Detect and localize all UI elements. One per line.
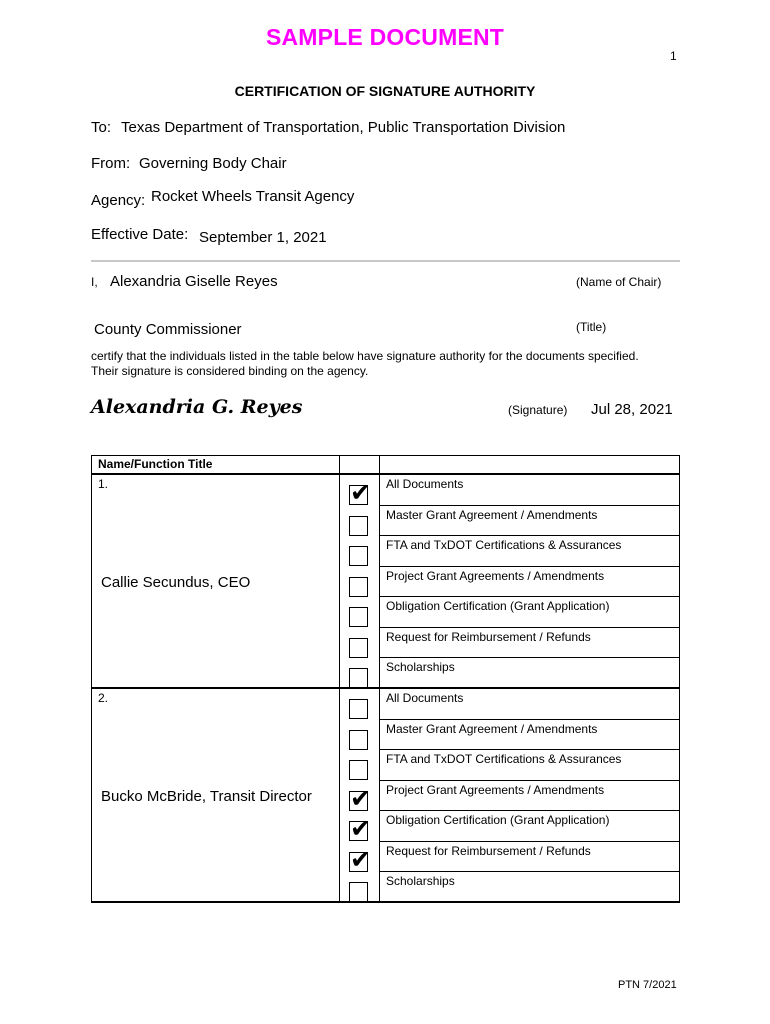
row-divider <box>379 505 679 506</box>
section-divider-line <box>91 687 680 689</box>
chair-signature[interactable]: Alexandria G. Reyes <box>91 396 303 418</box>
document-type-label: FTA and TxDOT Certifications & Assurances <box>386 752 622 766</box>
row-divider <box>379 749 679 750</box>
authority-checkbox[interactable] <box>349 478 371 507</box>
authority-checkbox[interactable] <box>349 882 368 902</box>
section-divider <box>91 260 680 262</box>
signature-date[interactable]: Jul 28, 2021 <box>591 401 673 418</box>
page-number: 1 <box>670 49 677 63</box>
chair-name-caption: (Name of Chair) <box>576 275 662 289</box>
to-value: Texas Department of Transportation, Public Transportation Division <box>121 119 566 136</box>
document-type-label: Request for Reimbursement / Refunds <box>386 629 591 644</box>
document-type-label: Request for Reimbursement / Refunds <box>386 843 591 858</box>
header-divider <box>91 473 680 475</box>
row-divider <box>379 871 679 872</box>
row-divider <box>379 719 679 720</box>
authority-checkbox[interactable] <box>349 577 368 597</box>
table-left-border <box>91 455 92 903</box>
table-bottom-border <box>91 901 680 903</box>
checkmark-icon: ✔ <box>350 783 371 813</box>
document-title: CERTIFICATION OF SIGNATURE AUTHORITY <box>234 83 536 99</box>
form-code-footer: PTN 7/2021 <box>618 979 677 991</box>
chair-title-caption: (Title) <box>576 320 607 334</box>
authority-checkbox[interactable] <box>349 730 368 750</box>
row-divider <box>379 627 679 628</box>
row-divider <box>379 566 679 567</box>
agency-label: Agency: <box>91 192 146 209</box>
document-type-label: Project Grant Agreements / Amendments <box>386 568 605 583</box>
agency-field[interactable]: Rocket Wheels Transit Agency <box>151 188 355 205</box>
authority-checkbox[interactable] <box>349 638 368 658</box>
document-type-label: All Documents <box>386 691 464 705</box>
authority-checkbox[interactable] <box>349 699 368 719</box>
checkmark-icon: ✔ <box>350 844 371 874</box>
authority-checkbox[interactable] <box>349 516 368 536</box>
section-number: 1. <box>98 477 109 491</box>
certification-statement <box>91 349 691 379</box>
document-type-label: Scholarships <box>386 874 455 888</box>
checkmark-icon: ✔ <box>350 814 371 843</box>
checkmark-icon: ✔ <box>350 478 371 507</box>
authorized-signer-name[interactable]: Bucko McBride, Transit Director <box>101 788 312 805</box>
effective-date-label: Effective Date: <box>91 226 189 243</box>
authority-checkbox[interactable] <box>349 607 368 627</box>
sample-watermark: SAMPLE DOCUMENT <box>265 24 505 50</box>
authority-checkbox[interactable] <box>349 668 368 688</box>
from-value: Governing Body Chair <box>139 155 287 172</box>
row-divider <box>379 780 679 781</box>
authority-checkbox[interactable] <box>349 546 368 566</box>
to-label: To: <box>91 119 112 136</box>
signature-authority-table <box>91 455 680 903</box>
table-col-divider-2 <box>379 455 380 903</box>
signature-caption: (Signature) <box>508 403 568 417</box>
chair-name-field[interactable]: Alexandria Giselle Reyes <box>110 273 278 290</box>
chair-prefix: I, <box>91 275 98 289</box>
from-label: From: <box>91 155 131 172</box>
document-type-label: FTA and TxDOT Certifications & Assurances <box>386 538 622 552</box>
row-divider <box>379 657 679 658</box>
authority-checkbox[interactable] <box>349 844 371 874</box>
document-type-label: Obligation Certification (Grant Application) <box>386 813 610 827</box>
document-type-label: Master Grant Agreement / Amendments <box>386 721 598 736</box>
row-divider <box>379 810 679 811</box>
authorized-signer-name[interactable]: Callie Secundus, CEO <box>101 574 251 591</box>
table-col-divider-1 <box>339 455 340 903</box>
document-type-label: All Documents <box>386 477 464 491</box>
table-header-name-title: Name/Function Title <box>98 457 213 471</box>
table-right-border <box>679 455 680 903</box>
document-type-label: Scholarships <box>386 660 455 674</box>
section-number: 2. <box>98 691 109 705</box>
certify-line-2: Their signature is considered binding on the agency. <box>91 364 369 378</box>
document-type-label: Project Grant Agreements / Amendments <box>386 782 605 797</box>
chair-title-field[interactable]: County Commissioner <box>94 321 242 338</box>
row-divider <box>379 841 679 842</box>
certify-line-1: certify that the individuals listed in the table below have signature authority for the documents specified. <box>91 349 639 363</box>
authority-checkbox[interactable] <box>349 760 368 780</box>
table-top-border <box>91 455 680 456</box>
authority-checkbox[interactable] <box>349 783 371 813</box>
document-type-label: Obligation Certification (Grant Application) <box>386 599 610 613</box>
row-divider <box>379 596 679 597</box>
authority-checkbox[interactable] <box>349 814 371 843</box>
effective-date-field[interactable]: September 1, 2021 <box>199 229 327 246</box>
row-divider <box>379 535 679 536</box>
document-type-label: Master Grant Agreement / Amendments <box>386 507 598 522</box>
